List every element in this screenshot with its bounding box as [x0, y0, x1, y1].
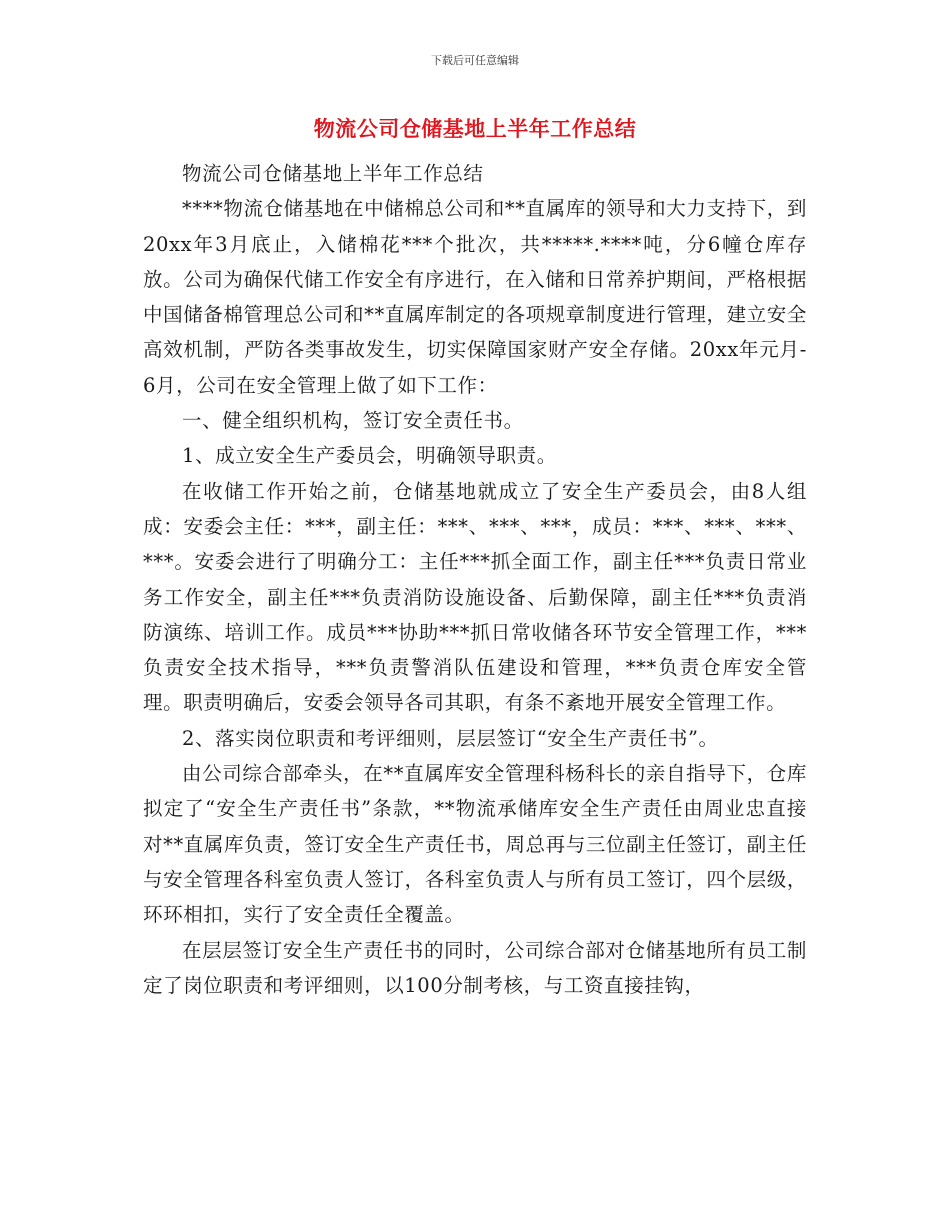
paragraph-intro: ****物流仓储基地在中储棉总公司和**直属库的领导和大力支持下，到20xx年3月底止，入储棉花***个批次，共*****.****吨，分6幢仓库存放。公司为确保代储工作安全有序进行，在入储和日常养护期间，严格根据中国储备棉管理总公司和**直属库制定的各项规章制度进行管理，建立安全高效机制，严防各类事故发生，切实保障国家财产安全存储。20xx年元月-6月，公司在安全管理上做了如下工作：	[143, 197, 807, 397]
section-heading-1: 一、健全组织机构，签订安全责任书。	[182, 409, 524, 433]
subsection-heading-1: 1、成立安全生产委员会，明确领导职责。	[182, 444, 557, 468]
document-title: 物流公司仓储基地上半年工作总结	[313, 116, 637, 141]
paragraph-responsibility: 由公司综合部牵头，在**直属库安全管理科杨科长的亲自指导下，仓库拟定了“安全生产责任书”条款，**物流承储库安全生产责任由周业忠直接对**直属库负责，签订安全生产责任书，周总再与三位副主任签订，副主任与安全管理各科室负责人签订，各科室负责人与所有员工签订，四个层级，环环相扣，实行了安全责任全覆盖。	[143, 762, 807, 927]
paragraph-assessment: 在层层签订安全生产责任书的同时，公司综合部对仓储基地所有员工制定了岗位职责和考评细则，以100分制考核，与工资直接挂钩，	[143, 938, 807, 997]
paragraph-committee: 在收储工作开始之前，仓储基地就成立了安全生产委员会，由8人组成：安委会主任：***，副主任：***、***、***，成员：***、***、***、***。安委会进行了明确分工：主任***抓全面工作，副主任***负责日常业务工作安全，副主任***负责消防设施设备、后勤保障，副主任***负责消防演练、培训工作。成员***协助***抓日常收储各环节安全管理工作，***负责安全技术指导，***负责警消队伍建设和管理，***负责仓库安全管理。职责明确后，安委会领导各司其职，有条不紊地开展安全管理工作。	[143, 479, 807, 715]
subsection-heading-2: 2、落实岗位职责和考评细则，层层签订“安全生产责任书”。	[182, 726, 719, 750]
document-body	[143, 156, 807, 1003]
paragraph-subtitle: 物流公司仓储基地上半年工作总结	[182, 162, 484, 185]
header-note: 下载后可任意编辑	[431, 54, 519, 67]
